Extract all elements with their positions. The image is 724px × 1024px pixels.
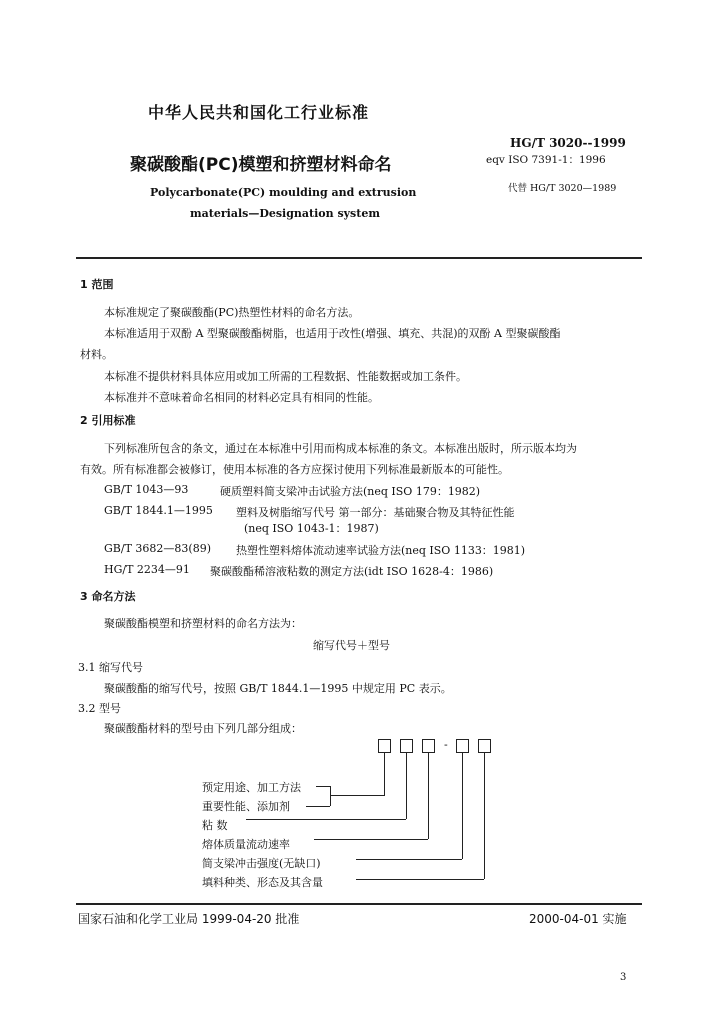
diagram-label: 填料种类、形态及其含量: [202, 876, 323, 889]
ref-code: HG/T 2234—91: [104, 563, 190, 576]
designation-separator: -: [444, 738, 448, 751]
designation-box: [400, 739, 413, 753]
page-number: 3: [620, 972, 627, 983]
leader-line: [356, 879, 484, 880]
leader-line: [314, 839, 428, 840]
leader-line: [246, 819, 406, 820]
leader-line: [356, 859, 462, 860]
ref-title: 硬质塑料简支梁冲击试验方法(neq ISO 179：1982): [220, 485, 481, 498]
section-1-para-2: 本标准适用于双酚 A 型聚碳酸酯树脂，也适用于改性(增强、填充、共混)的双酚 A 型聚碳酸酯: [104, 327, 561, 340]
connector-line: [462, 753, 463, 859]
ref-title-cont: (neq ISO 1043-1：1987): [244, 522, 379, 535]
ref-code: GB/T 1844.1—1995: [104, 504, 213, 517]
designation-box: [378, 739, 391, 753]
section-3-2-para-1: 聚碳酸酯材料的型号由下列几部分组成：: [104, 722, 302, 735]
section-3-2-heading: 3.2 型号: [78, 702, 121, 715]
section-2-heading: 2 引用标准: [80, 414, 136, 427]
section-3-para-1: 聚碳酸酯模塑和挤塑材料的命名方法为：: [104, 617, 302, 630]
connector-line: [330, 795, 385, 796]
ref-code: GB/T 1043—93: [104, 483, 189, 496]
section-1-heading: 1 范围: [80, 278, 114, 291]
leader-line: [316, 786, 330, 787]
document-title-en-line1: Polycarbonate(PC) moulding and extrusion: [150, 186, 417, 199]
header-divider: [76, 257, 642, 259]
section-1-para-1: 本标准规定了聚碳酸酯(PC)热塑性材料的命名方法。: [104, 306, 360, 319]
section-3-1-para-1: 聚碳酸酯的缩写代号，按照 GB/T 1844.1—1995 中规定用 PC 表示。: [104, 682, 452, 695]
diagram-label: 重要性能、添加剂: [202, 800, 290, 813]
ref-title: 塑料及树脂缩写代号 第一部分：基础聚合物及其特征性能: [236, 506, 515, 519]
section-3-heading: 3 命名方法: [80, 590, 136, 603]
connector-line: [384, 753, 385, 795]
connector-line: [428, 753, 429, 839]
footer-divider: [76, 903, 642, 905]
ref-title: 聚碳酸酯稀溶液粘数的测定方法(idt ISO 1628-4：1986): [210, 565, 494, 578]
section-2-para-1-cont: 有效。所有标准都会被修订，使用本标准的各方应探讨使用下列标准最新版本的可能性。: [80, 463, 509, 476]
designation-box: [456, 739, 469, 753]
leader-line: [306, 806, 330, 807]
connector-line: [484, 753, 485, 879]
issuing-authority-title: 中华人民共和国化工行业标准: [148, 103, 370, 122]
section-1-para-3: 本标准不提供材料具体应用或加工所需的工程数据、性能数据或加工条件。: [104, 370, 467, 383]
diagram-label: 预定用途、加工方法: [202, 781, 301, 794]
section-2-para-1: 下列标准所包含的条文，通过在本标准中引用而构成本标准的条文。本标准出版时，所示版本均为: [104, 442, 577, 455]
implementation-date: 2000-04-01 实施: [529, 912, 627, 926]
ref-title: 热塑性塑料熔体流动速率试验方法(neq ISO 1133：1981): [236, 544, 526, 557]
diagram-label: 简支梁冲击强度(无缺口): [202, 857, 321, 870]
section-1-para-4: 本标准并不意味着命名相同的材料必定具有相同的性能。: [104, 391, 379, 404]
designation-box: [478, 739, 491, 753]
connector-line: [406, 753, 407, 819]
bracket-line: [330, 786, 331, 806]
ref-code: GB/T 3682—83(89): [104, 542, 211, 555]
document-title-cn: 聚碳酸酯(PC)模塑和挤塑材料命名: [130, 155, 392, 175]
diagram-label: 粘 数: [202, 819, 228, 832]
section-3-1-heading: 3.1 缩写代号: [78, 661, 143, 674]
approval-statement: 国家石油和化学工业局 1999-04-20 批准: [78, 912, 300, 926]
designation-formula: 缩写代号＋型号: [313, 639, 390, 652]
diagram-label: 熔体质量流动速率: [202, 838, 290, 851]
section-1-para-2-cont: 材料。: [80, 348, 113, 361]
document-title-en-line2: materials—Designation system: [190, 207, 380, 220]
equivalence-note: eqv ISO 7391-1：1996: [486, 154, 606, 166]
replaces-note: 代替 HG/T 3020—1989: [508, 183, 617, 194]
standard-number: HG/T 3020--1999: [510, 136, 626, 150]
designation-box: [422, 739, 435, 753]
